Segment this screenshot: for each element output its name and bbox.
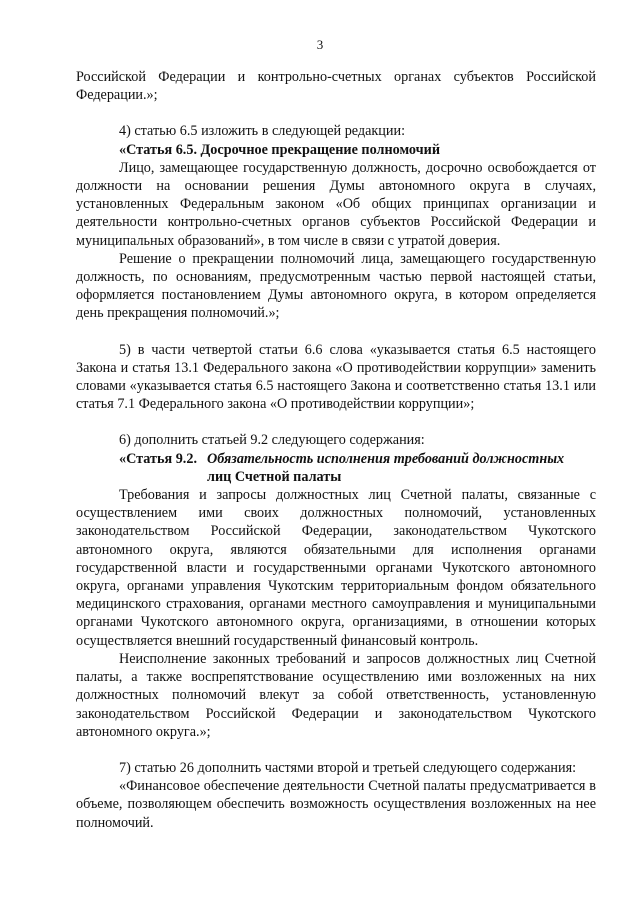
article-6-5-part-1: Лицо, замещающее государственную должность, досрочно освобождается от должности на основании решения Думы автономного округа в случаях, установленных Федеральным законом «Об общих принципах организации и деятельности контрольно-счетных органов субъектов Российской Федерации и муниципальных образований», в том числе в связи с утратой доверия. [76,159,596,249]
document-body [76,68,596,832]
article-9-2-number: «Статья 9.2. [119,450,197,467]
article-9-2-heading [76,450,596,486]
article-9-2-part-2: Неисполнение законных требований и запросов должностных лиц Счетной палаты, а также воспрепятствование осуществлению ими возложенных на них должностных полномочий влекут за собой ответственность, установленную законодательством Российской Федерации и законодательством Чукотского автономного округа.»; [76,650,596,740]
amendment-item-4: 4) статью 6.5 изложить в следующей редакции: [119,123,406,140]
article-26-part-2: «Финансовое обеспечение деятельности Счетной палаты предусматривается в объеме, позволяющем обеспечить возможность осуществления возложенных на нее полномочий. [76,778,596,831]
article-9-2-title [207,450,564,486]
amendment-item-7: 7) статью 26 дополнить частями второй и третьей следующего содержания: [119,759,577,776]
amendment-item-6: 6) дополнить статьей 9.2 следующего содержания: [119,432,425,449]
article-9-2-part-1: Требования и запросы должностных лиц Счетной палаты, связанные с осуществлением ими своих должностных полномочий, установленных законодательством Российской Федерации, законодательством Чукотского автономного округа, являются обязательными для исполнения органами государственной власти и государственными органами Чукотского автономного округа, органами управления Чукотским территориальным фондом обязательного медицинского страхования, органами местного самоуправления и муниципальными органами Чукотского автономного округа, организациями, в отношении которых осуществляется внешний государственный финансовый контроль. [76,487,596,649]
article-6-5-heading: «Статья 6.5. Досрочное прекращение полномочий [119,141,441,158]
paragraph-gap [76,323,596,341]
article-9-2-title-line-2: лиц Счетной палаты [207,468,342,485]
paragraph-gap [76,104,596,122]
paragraph-federation-end: Российской Федерации и контрольно-счетных органах субъектов Российской Федерации.»; [76,69,596,104]
paragraph-gap [76,413,596,431]
paragraph-gap [76,741,596,759]
amendment-item-5: 5) в части четвертой статьи 6.6 слова «указывается статья 6.5 настоящего Закона и статья 13.1 Федерального закона «О противодействии коррупции» заменить словами «указывается статья 6.5 настоящего Закона и соответственно статья 13.1 или статья 7.1 Федерального закона «О противодействии коррупции»; [76,341,596,413]
article-9-2-title-line-1: Обязательность исполнения требований должностных [207,450,565,467]
article-6-5-part-2: Решение о прекращении полномочий лица, замещающего государственную должность, по основаниям, предусмотренным частью первой настоящей статьи, оформляется постановлением Думы автономного округа, в котором определяется день прекращения полномочий.»; [76,250,596,322]
page-number: 3 [316,37,324,52]
